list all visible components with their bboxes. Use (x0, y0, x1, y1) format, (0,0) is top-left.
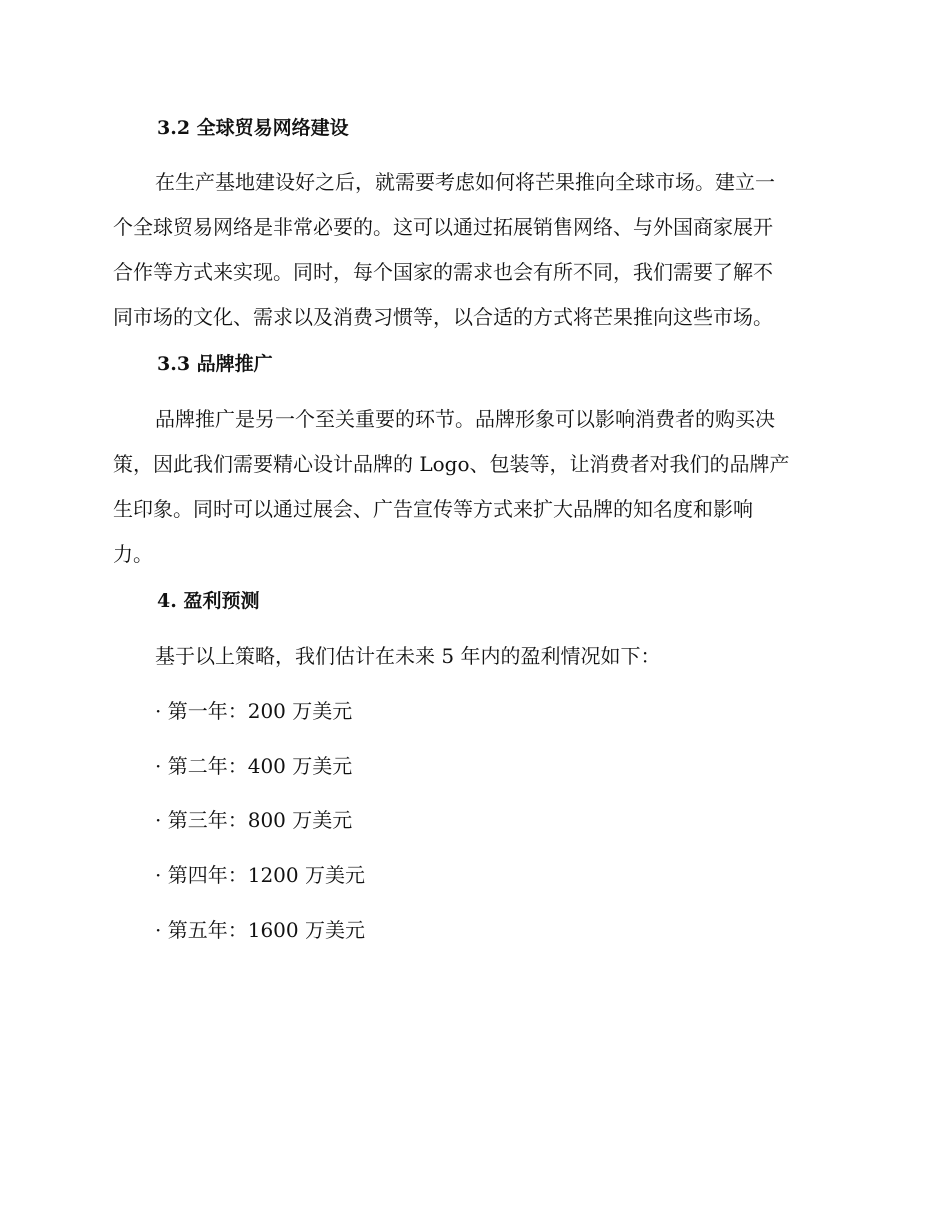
list-item: · 第四年：1200 万美元 (155, 863, 365, 887)
section-heading-3-3: 3.3 品牌推广 (157, 353, 273, 375)
paragraph-line: 生印象。同时可以通过展会、广告宣传等方式来扩大品牌的知名度和影响 (113, 497, 753, 521)
profit-intro: 基于以上策略，我们估计在未来 5 年内的盈利情况如下： (155, 644, 661, 668)
paragraph-line: 同市场的文化、需求以及消费习惯等，以合适的方式将芒果推向这些市场。 (113, 305, 773, 329)
paragraph-line: 品牌推广是另一个至关重要的环节。品牌形象可以影响消费者的购买决 (155, 407, 775, 431)
paragraph-line: 力。 (113, 542, 153, 566)
paragraph-brand-promotion (113, 397, 848, 577)
paragraph-line: 在生产基地建设好之后，就需要考虑如何将芒果推向全球市场。建立一 (155, 170, 775, 194)
list-item: · 第三年：800 万美元 (155, 808, 353, 832)
paragraph-line: 个全球贸易网络是非常必要的。这可以通过拓展销售网络、与外国商家展开 (113, 215, 773, 239)
list-item: · 第一年：200 万美元 (155, 699, 353, 723)
list-item: · 第五年：1600 万美元 (155, 918, 365, 942)
paragraph-line: 合作等方式来实现。同时，每个国家的需求也会有所不同，我们需要了解不 (113, 260, 773, 284)
list-item: · 第二年：400 万美元 (155, 754, 353, 778)
section-heading-3-2: 3.2 全球贸易网络建设 (157, 117, 349, 139)
paragraph-global-trade (113, 160, 848, 340)
section-heading-4: 4. 盈利预测 (157, 590, 260, 612)
paragraph-line: 策，因此我们需要精心设计品牌的 Logo、包装等，让消费者对我们的品牌产 (113, 452, 790, 476)
